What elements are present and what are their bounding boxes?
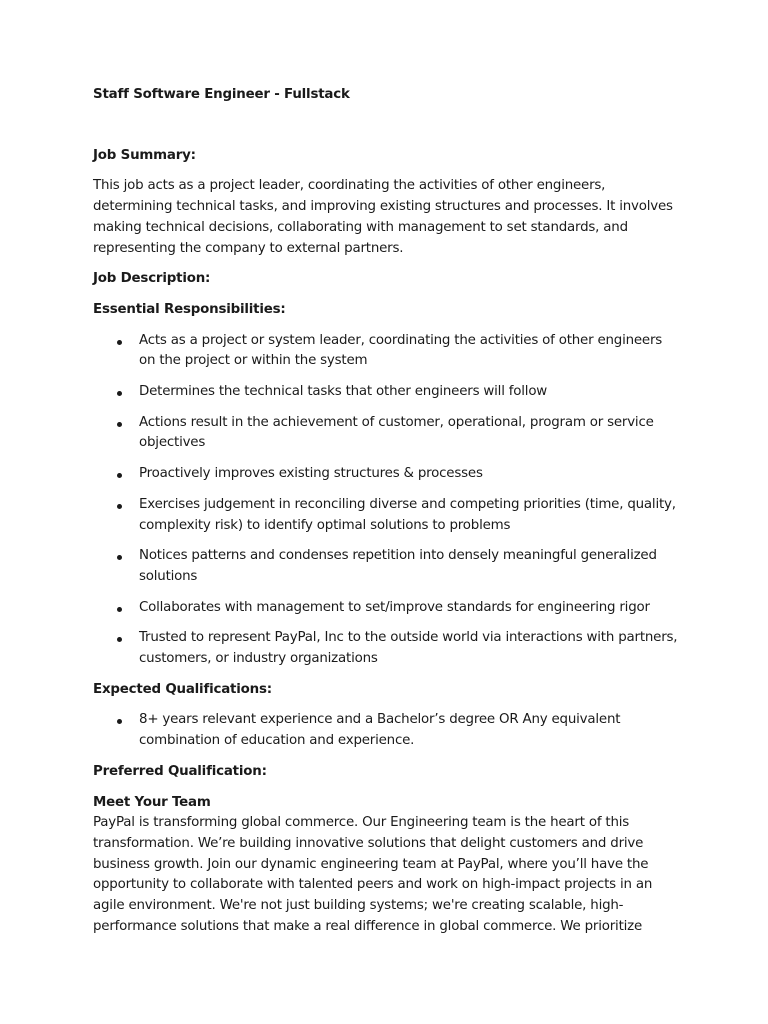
list-item-text: Trusted to represent PayPal, Inc to the outside world via interactions with partners, customers, or industry organizations — [139, 630, 678, 667]
meet-your-team-heading: Meet Your Team — [93, 794, 211, 810]
job-summary-text: This job acts as a project leader, coordinating the activities of other engineers, determining technical tasks, and improving existing structures and processes. It involves making technical decisions, collaborating with management to set standards, and representing the company to external partners. — [93, 178, 673, 256]
job-description-heading: Job Description: — [93, 271, 211, 287]
bullet-icon — [117, 607, 122, 612]
document-page — [93, 85, 678, 938]
bullet-icon — [117, 473, 122, 478]
bullet-icon — [117, 422, 122, 427]
list-item-text: Notices patterns and condenses repetition into densely meaningful generalized solutions — [139, 548, 657, 584]
list-item — [93, 628, 678, 669]
spacer — [93, 106, 678, 146]
list-item — [93, 464, 678, 485]
expected-qualifications-heading: Expected Qualifications: — [93, 681, 272, 697]
essential-responsibilities-heading: Essential Responsibilities: — [93, 301, 286, 317]
team-description-text: PayPal is transforming global commerce. Our Engineering team is the heart of this transformation. We’re building innovative solutions that delight customers and drive business growth. Join our dynamic engineering team at PayPal, where you’ll have the opportunity to collaborate with talented peers and work on high-impact projects in an agile environment. We're not just building systems; we're creating scalable, high-performance solutions that make a real difference in global commerce. We prioritize — [93, 815, 653, 934]
list-item-text: Collaborates with management to set/improve standards for engineering rigor — [139, 599, 650, 615]
bullet-icon — [117, 340, 122, 345]
list-item — [93, 495, 678, 536]
bullet-icon — [117, 391, 122, 396]
responsibilities-list — [93, 331, 678, 670]
list-item-text: Acts as a project or system leader, coordinating the activities of other engineers on the project or within the system — [139, 332, 663, 369]
list-item-text: Actions result in the achievement of customer, operational, program or service objectives — [139, 414, 654, 451]
list-item — [93, 598, 678, 619]
list-item-text: 8+ years relevant experience and a Bachelor’s degree OR Any equivalent combination of education and experience. — [139, 712, 621, 749]
list-item-text: Determines the technical tasks that other engineers will follow — [139, 384, 548, 400]
list-item — [93, 413, 678, 454]
list-item — [93, 546, 678, 587]
list-item — [93, 382, 678, 403]
list-item-text: Exercises judgement in reconciling diverse and competing priorities (time, quality, complexity risk) to identify optimal solutions to problems — [139, 496, 676, 533]
list-item-text: Proactively improves existing structures & processes — [139, 466, 483, 482]
list-item — [93, 331, 678, 372]
job-title: Staff Software Engineer - Fullstack — [93, 87, 350, 102]
bullet-icon — [117, 719, 122, 724]
bullet-icon — [117, 637, 122, 642]
list-item — [93, 710, 678, 751]
bullet-icon — [117, 555, 122, 560]
preferred-qualification-heading: Preferred Qualification: — [93, 763, 267, 779]
job-summary-heading: Job Summary: — [93, 147, 196, 163]
bullet-icon — [117, 504, 122, 509]
expected-qualifications-list — [93, 710, 678, 751]
